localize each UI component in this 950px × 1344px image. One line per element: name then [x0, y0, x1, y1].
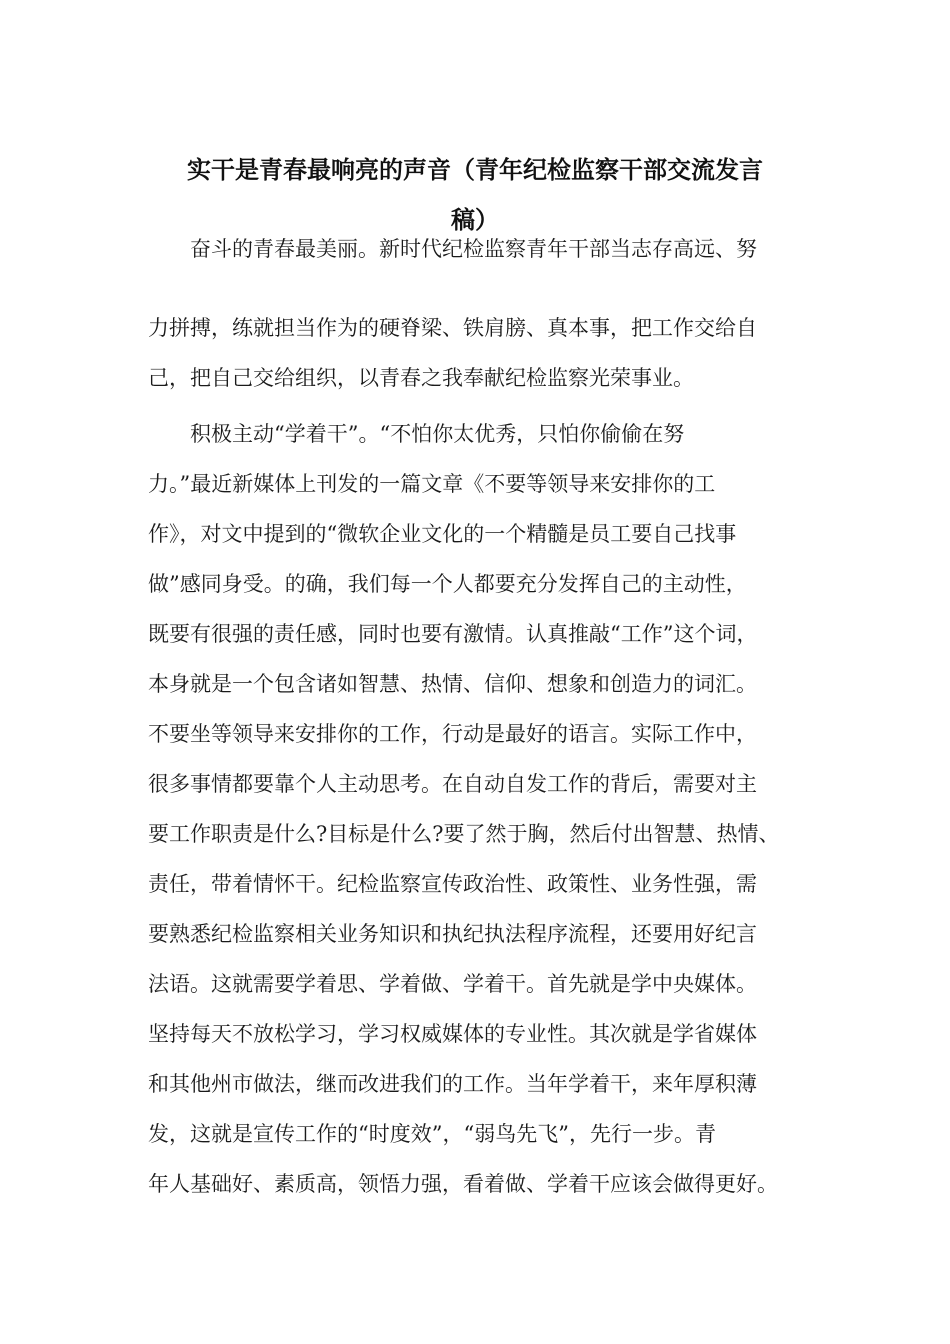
paragraph-2-line-13: 坚持每天不放松学习，学习权威媒体的专业性。其次就是学省媒体	[148, 1022, 757, 1046]
paragraph-2-line-4: 做”感同身受。的确，我们每一个人都要充分发挥自己的主动性，	[148, 572, 747, 596]
paragraph-2-line-1: 积极主动“学着干”。“不怕你太优秀，只怕你偷偷在努	[190, 422, 685, 446]
paragraph-2-line-5: 既要有很强的责任感，同时也要有激情。认真推敲“工作”这个词，	[148, 622, 758, 646]
document-title-line-1: 实干是青春最响亮的声音（青年纪检监察干部交流发言	[187, 155, 763, 184]
paragraph-2-line-9: 要工作职责是什么?目标是什么?要了然于胸，然后付出智慧、热情、	[148, 822, 780, 846]
paragraph-2-line-12: 法语。这就需要学着思、学着做、学着干。首先就是学中央媒体。	[148, 972, 757, 996]
paragraph-2-line-10: 责任，带着情怀干。纪检监察宣传政治性、政策性、业务性强，需	[148, 872, 757, 896]
paragraph-2-line-2: 力。”最近新媒体上刊发的一篇文章《不要等领导来安排你的工	[148, 472, 716, 496]
paragraph-2-line-3: 作》，对文中提到的“微软企业文化的一个精髓是员工要自己找事	[148, 522, 737, 546]
paragraph-2-line-7: 不要坐等领导来安排你的工作，行动是最好的语言。实际工作中，	[148, 722, 757, 746]
paragraph-2-line-6: 本身就是一个包含诸如智慧、热情、信仰、想象和创造力的词汇。	[148, 672, 757, 696]
paragraph-1-line-3: 己，把自己交给组织，以青春之我奉献纪检监察光荣事业。	[148, 366, 694, 390]
paragraph-1-line-2: 力拼搏，练就担当作为的硬脊梁、铁肩膀、真本事，把工作交给自	[148, 316, 757, 340]
document-title-line-2: 稿）	[451, 205, 499, 234]
paragraph-2-line-15: 发，这就是宣传工作的“时度效”，“弱鸟先飞”，先行一步。青	[148, 1122, 716, 1146]
paragraph-2-line-8: 很多事情都要靠个人主动思考。在自动自发工作的背后，需要对主	[148, 772, 757, 796]
paragraph-2-line-11: 要熟悉纪检监察相关业务知识和执纪执法程序流程，还要用好纪言	[148, 922, 757, 946]
paragraph-2-line-16: 年人基础好、素质高，领悟力强，看着做、学着干应该会做得更好。	[148, 1172, 778, 1196]
paragraph-2-line-14: 和其他州市做法，继而改进我们的工作。当年学着干，来年厚积薄	[148, 1072, 757, 1096]
paragraph-1-line-1: 奋斗的青春最美丽。新时代纪检监察青年干部当志存高远、努	[190, 237, 757, 261]
